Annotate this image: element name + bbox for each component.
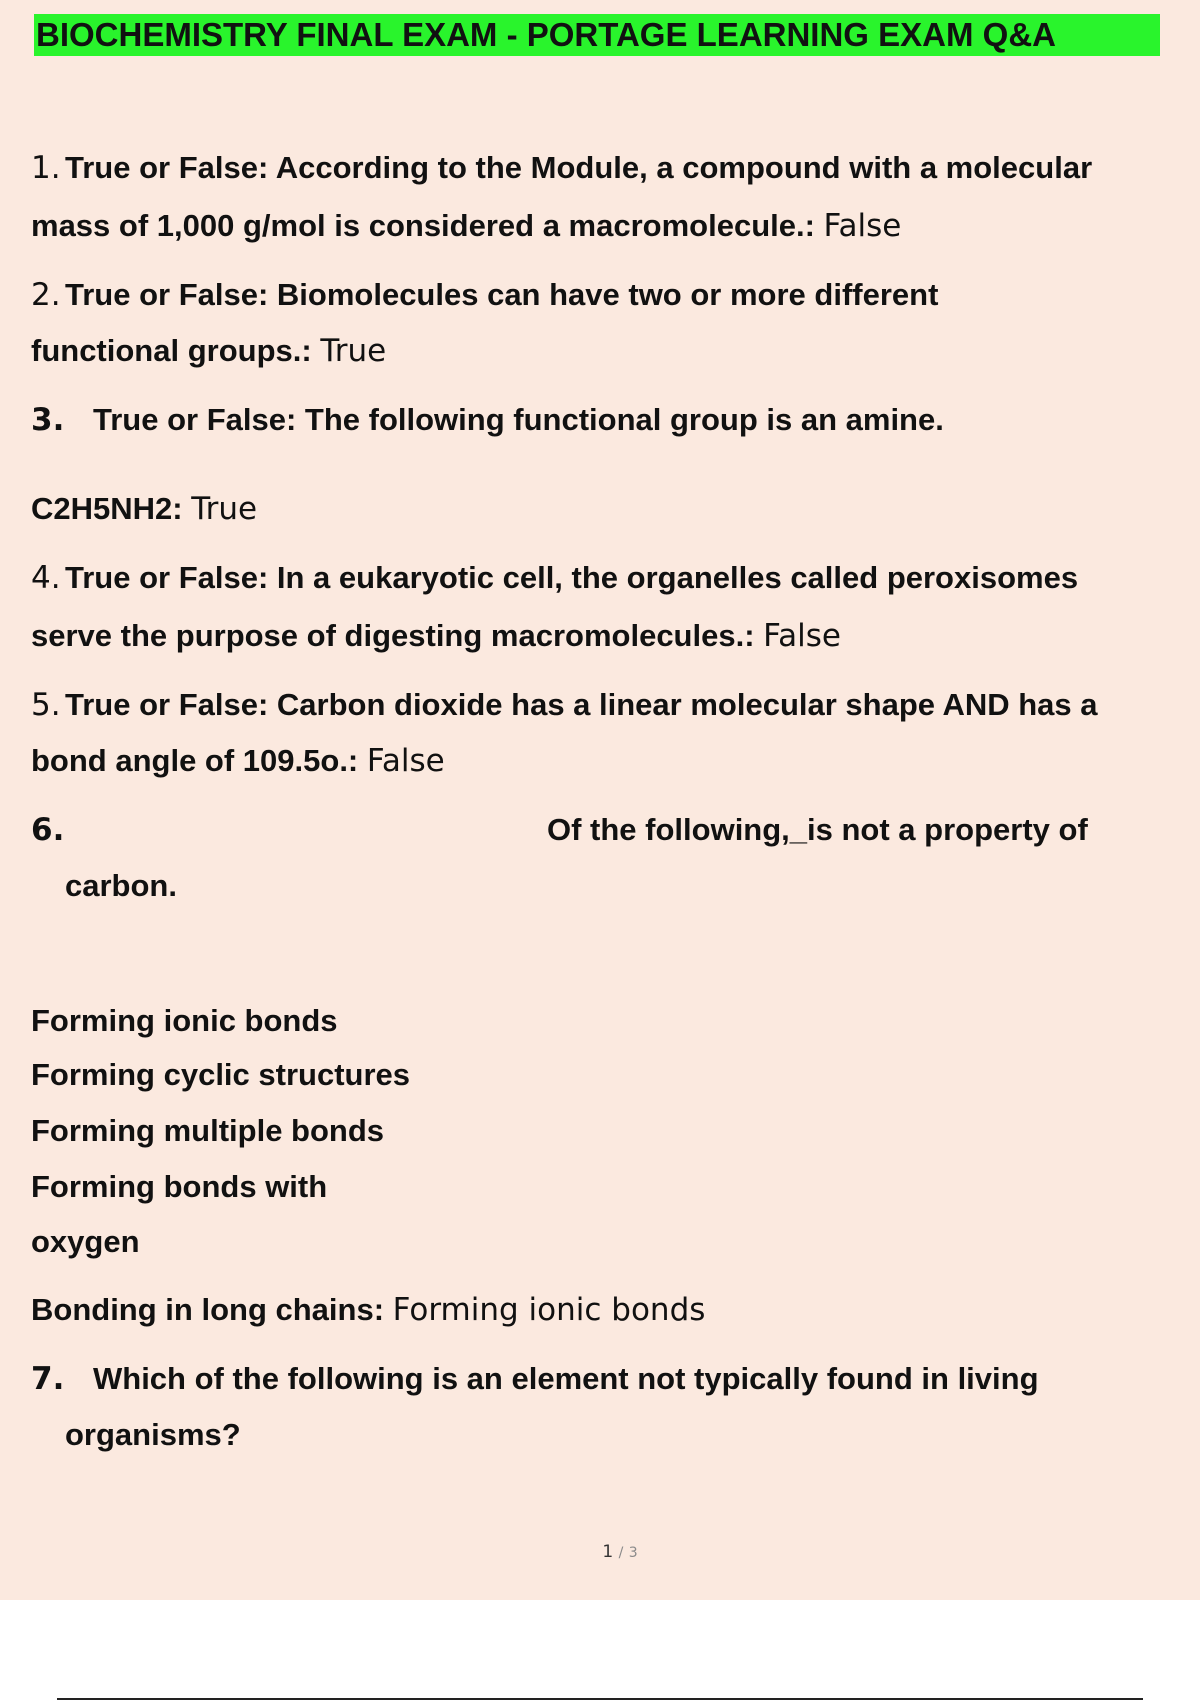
question-text: Which of the following is an element not typically found in living: [93, 1361, 1039, 1396]
question-text: True or False: According to the Module, a compound with a molecular: [65, 150, 1093, 185]
question-number: 7.: [31, 1361, 65, 1397]
question-1-line-2: [31, 208, 901, 244]
answer-text: False: [763, 618, 841, 654]
question-text: Of the following,_is not a property of: [547, 812, 1088, 847]
question-2-line-2: [31, 333, 386, 369]
question-6-line-1: [547, 812, 1088, 848]
question-5-line-2: [31, 743, 445, 779]
question-6-line-2: [65, 868, 177, 904]
question-text: serve the purpose of digesting macromolecules.:: [31, 618, 755, 653]
answer-option: oxygen: [31, 1224, 140, 1259]
question-text: C2H5NH2:: [31, 491, 183, 526]
answer-text: True: [320, 333, 387, 369]
page-separator: /: [618, 1545, 624, 1561]
question-4-line-1: [31, 560, 1078, 596]
question-text: True or False: The following functional group is an amine.: [93, 402, 944, 437]
question-text: True or False: Carbon dioxide has a linear molecular shape AND has a: [65, 687, 1098, 722]
question-3-line-2: [31, 491, 257, 527]
question-6-final-option: [31, 1292, 705, 1328]
question-number: 5.: [31, 687, 61, 723]
page-title: BIOCHEMISTRY FINAL EXAM - PORTAGE LEARNING EXAM Q&A: [34, 14, 1160, 56]
answer-text: False: [823, 208, 902, 244]
question-7-line-1: [31, 1361, 1039, 1397]
question-5-line-1: [31, 687, 1098, 723]
question-text: organisms?: [65, 1417, 241, 1452]
total-pages: 3: [628, 1545, 638, 1561]
question-number: 6.: [31, 812, 65, 848]
question-4-line-2: [31, 618, 841, 654]
question-text: True or False: Biomolecules can have two or more different: [65, 277, 939, 312]
question-2-line-1: [31, 277, 938, 313]
question-number: 2.: [31, 277, 61, 313]
answer-option: Forming cyclic structures: [31, 1057, 411, 1092]
answer-text: False: [366, 743, 445, 779]
question-number: 3.: [31, 402, 65, 438]
question-text: True or False: In a eukaryotic cell, the organelles called peroxisomes: [65, 560, 1079, 595]
question-text: mass of 1,000 g/mol is considered a macromolecule.:: [31, 208, 815, 243]
question-text: functional groups.:: [31, 333, 312, 368]
question-7-line-2: [65, 1417, 241, 1453]
question-3-line-1: [31, 402, 944, 438]
question-number: 1.: [31, 150, 61, 186]
question-text: carbon.: [65, 868, 177, 903]
answer-option: Forming ionic bonds: [31, 1003, 338, 1038]
answer-text: Forming ionic bonds: [392, 1292, 706, 1328]
answer-option: Forming multiple bonds: [31, 1113, 385, 1148]
question-text: bond angle of 109.5o.:: [31, 743, 359, 778]
page-number: [0, 1542, 1200, 1562]
question-6-number: [31, 812, 93, 848]
question-1-line-1: [31, 150, 1092, 186]
answer-option: Bonding in long chains:: [31, 1292, 385, 1327]
answer-option: Forming bonds with: [31, 1169, 328, 1204]
question-number: 4.: [31, 560, 61, 596]
answer-text: True: [191, 491, 258, 527]
current-page: 1: [602, 1542, 614, 1562]
